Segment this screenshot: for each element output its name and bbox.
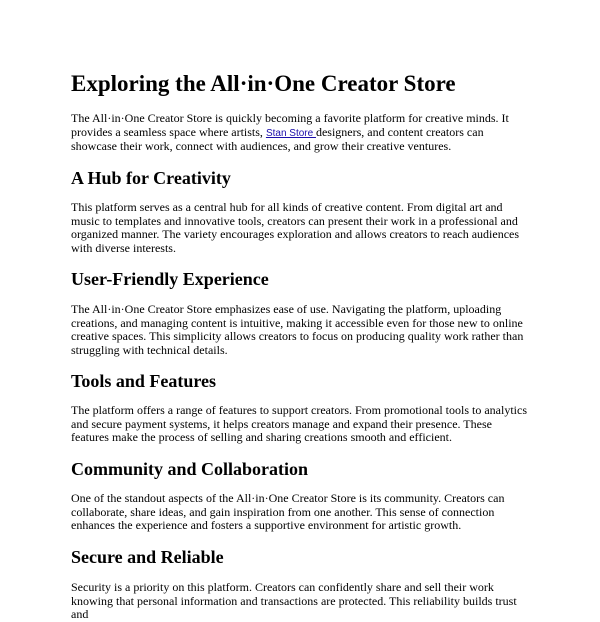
section-body-tools: The platform offers a range of features to support creators. From promotional tools to analytics and secure payment systems, it helps creators manage and expand their presence. These features make the process of selling and sharing creations smooth and efficient. (71, 403, 527, 445)
page-title: Exploring the All·in·One Creator Store (71, 71, 456, 96)
section-heading-hub: A Hub for Creativity (71, 168, 231, 188)
section-body-user-friendly: The All·in·One Creator Store emphasizes ease of use. Navigating the platform, uploading creations, and managing content is intuitive, making it accessible even for those new to online creative spaces. This simplicity allows creators to focus on producing quality work rather than struggling with technical details. (71, 302, 524, 357)
intro-paragraph (71, 112, 531, 154)
section-body-secure: Security is a priority on this platform. Creators can confidently share and sell their work knowing that personal information and transactions are protected. This reliability builds trust and (71, 580, 517, 622)
intro-text-before-link: The All·in·One Creator Store is quickly becoming a favorite platform for creative minds. It provides a seamless space where artists, (71, 111, 509, 139)
section-heading-tools: Tools and Features (71, 371, 217, 391)
section-body-community: One of the standout aspects of the All·in·One Creator Store is its community. Creators can collaborate, share ideas, and gain inspiration from one another. This sense of connection enhances the experience and fosters a supportive environment for artistic growth. (71, 491, 505, 533)
section-heading-user-friendly: User-Friendly Experience (71, 269, 269, 289)
stan-store-link[interactable]: Stan Store (265, 127, 316, 139)
intro-text-after-link: designers, and content creators can showcase their work, connect with audiences, and grow their creative ventures. (71, 124, 484, 154)
section-heading-community: Community and Collaboration (71, 459, 309, 479)
section-body-hub: This platform serves as a central hub for all kinds of creative content. From digital art and music to templates and innovative tools, creators can present their work in a professional and organized manner. The variety encourages exploration and allows creators to reach audiences with diverse interests. (71, 200, 520, 255)
section-heading-secure: Secure and Reliable (71, 547, 224, 567)
